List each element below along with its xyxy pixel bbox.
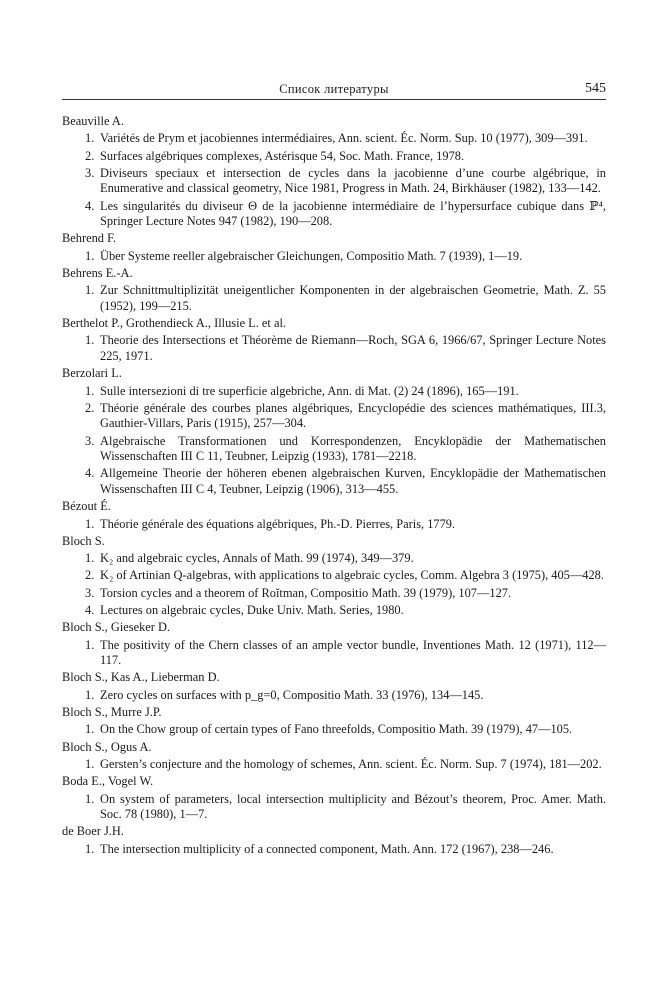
reference-entry <box>62 283 606 314</box>
running-title: Список литературы <box>279 82 389 96</box>
reference-text: Theorie des Intersections et Théorème de Riemann—Roch, SGA 6, 1966/67, Springer Lecture Notes 225, 1971. <box>100 333 606 363</box>
reference-entry <box>62 722 606 738</box>
reference-entry <box>62 757 606 773</box>
reference-number: 2. <box>85 568 95 583</box>
reference-text: Gersten’s conjecture and the homology of schemes, Ann. scient. Éc. Norm. Sup. 7 (1974), 181—202. <box>100 756 602 771</box>
reference-text: K₂ of Artinian Q-algebras, with applications to algebraic cycles, Comm. Algebra 3 (1975), 405—428. <box>100 568 604 583</box>
reference-entry <box>62 568 606 584</box>
reference-text: Sulle intersezioni di tre superficie algebriche, Ann. di Mat. (2) 24 (1896), 165—191. <box>100 383 519 398</box>
reference-text: The positivity of the Chern classes of an ample vector bundle, Inventiones Math. 12 (1971), 112—117. <box>100 637 606 668</box>
reference-number: 4. <box>85 603 95 618</box>
reference-text: Allgemeine Theorie der höheren ebenen algebraischen Kurven, Encyklopädie der Mathematischen Wissenschaften III C 4, Teubner, Leipzig (1906), 313—455. <box>100 466 606 496</box>
page-header <box>62 82 606 100</box>
bibliography-list <box>62 114 606 859</box>
reference-text: Torsion cycles and a theorem of Roĭtman, Compositio Math. 39 (1979), 107—127. <box>100 585 512 600</box>
reference-number: 1. <box>85 131 95 146</box>
author-heading: Boda E., Vogel W. <box>62 774 154 789</box>
reference-number: 1. <box>85 383 95 398</box>
reference-number: 1. <box>85 248 95 263</box>
reference-number: 2. <box>85 148 95 163</box>
reference-entry <box>62 688 606 704</box>
reference-entry <box>62 149 606 165</box>
reference-entry <box>62 551 606 567</box>
author-heading: de Boer J.H. <box>62 824 124 839</box>
reference-text: Théorie générale des équations algébriques, Ph.-D. Pierres, Paris, 1779. <box>100 516 456 531</box>
reference-text: Variétés de Prym et jacobiennes intermédiaires, Ann. scient. Éc. Norm. Sup. 10 (1977), 309—391. <box>100 131 588 146</box>
reference-entry <box>62 333 606 364</box>
reference-entry <box>62 603 606 619</box>
author-heading: Bézout É. <box>62 499 111 514</box>
reference-number: 1. <box>85 791 95 806</box>
reference-text: On the Chow group of certain types of Fano threefolds, Compositio Math. 39 (1979), 47—105. <box>100 722 573 737</box>
reference-number: 1. <box>85 687 95 702</box>
reference-text: Algebraische Transformationen und Korrespondenzen, Encyklopädie der Mathematischen Wissenschaften III C 11, Teubner, Leipzig (1933), 1781—2218. <box>100 433 606 464</box>
reference-text: Diviseurs speciaux et intersection de cycles dans la jacobienne d’une courbe algébrique, in Enumerative and classical geometry, Nice 1981, Progress in Math. 24, Birkhäuser (1982), 133—142. <box>100 165 606 196</box>
reference-text: Les singularités du diviseur Θ de la jacobienne intermédiaire de l’hypersurface cubique dans ℙ⁴, Springer Lecture Notes 947 (1982), 190—208. <box>100 198 606 229</box>
reference-entry <box>62 434 606 465</box>
reference-entry <box>62 517 606 533</box>
reference-number: 4. <box>85 466 95 481</box>
reference-text: K₂ and algebraic cycles, Annals of Math. 99 (1974), 349—379. <box>100 551 414 566</box>
reference-entry <box>62 249 606 265</box>
reference-entry <box>62 466 606 497</box>
reference-text: Zur Schnittmultiplizität uneigentlicher Komponenten in der algebraischen Geometrie, Math. Z. 55 (1952), 199—215. <box>100 283 606 313</box>
author-heading: Bloch S., Murre J.P. <box>62 705 162 720</box>
author-heading: Bloch S. <box>62 533 105 548</box>
reference-entry <box>62 401 606 432</box>
reference-number: 4. <box>85 198 95 213</box>
author-heading: Berthelot P., Grothendieck A., Illusie L. et al. <box>62 316 287 331</box>
reference-text: Über Systeme reeller algebraischer Gleichungen, Compositio Math. 7 (1939), 1—19. <box>100 248 523 263</box>
reference-entry <box>62 384 606 400</box>
reference-number: 3. <box>85 433 95 448</box>
reference-number: 2. <box>85 400 95 415</box>
reference-entry <box>62 842 606 858</box>
page-number: 545 <box>585 81 606 96</box>
author-heading: Bloch S., Kas A., Lieberman D. <box>62 670 220 685</box>
author-heading: Beauville A. <box>62 114 124 128</box>
reference-text: Lectures on algebraic cycles, Duke Univ. Math. Series, 1980. <box>100 603 404 618</box>
reference-number: 1. <box>85 551 95 566</box>
reference-number: 1. <box>85 756 95 771</box>
reference-text: Théorie générale des courbes planes algébriques, Encyclopédie des sciences mathématiques, III.3, Gauthier-Villars, Paris (1915), 257—304. <box>100 400 606 431</box>
reference-entry <box>62 166 606 197</box>
reference-number: 3. <box>85 165 95 180</box>
reference-entry <box>62 199 606 230</box>
author-heading: Behrend F. <box>62 231 117 246</box>
author-heading: Bloch S., Gieseker D. <box>62 620 171 635</box>
author-heading: Behrens E.-A. <box>62 266 133 281</box>
reference-number: 1. <box>85 283 95 298</box>
reference-entry <box>62 586 606 602</box>
reference-text: On system of parameters, local intersection multiplicity and Bézout’s theorem, Proc. Amer. Math. Soc. 78 (1980), 1—7. <box>100 791 606 821</box>
reference-text: Surfaces algébriques complexes, Astérisque 54, Soc. Math. France, 1978. <box>100 148 465 163</box>
author-heading: Bloch S., Ogus A. <box>62 739 152 754</box>
reference-entry <box>62 131 606 147</box>
reference-number: 1. <box>85 516 95 531</box>
reference-entry <box>62 792 606 823</box>
reference-number: 1. <box>85 333 95 348</box>
reference-number: 1. <box>85 637 95 652</box>
reference-number: 1. <box>85 841 95 856</box>
author-heading: Berzolari L. <box>62 366 122 381</box>
reference-number: 3. <box>85 585 95 600</box>
reference-text: Zero cycles on surfaces with p_g=0, Compositio Math. 33 (1976), 134—145. <box>100 687 484 702</box>
reference-entry <box>62 638 606 669</box>
reference-number: 1. <box>85 722 95 737</box>
reference-text: The intersection multiplicity of a connected component, Math. Ann. 172 (1967), 238—246. <box>100 841 554 856</box>
